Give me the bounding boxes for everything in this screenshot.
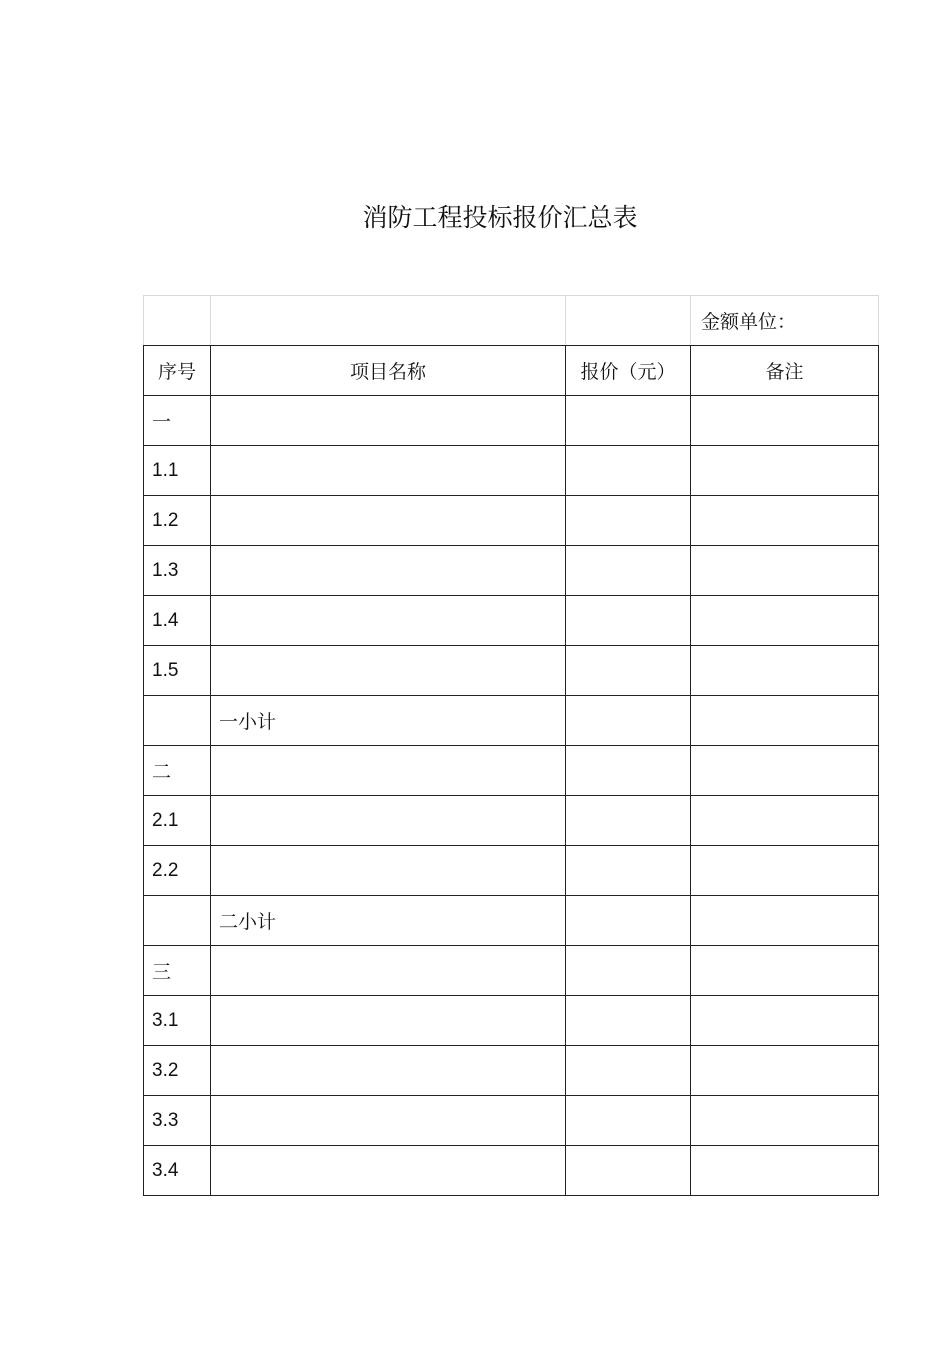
cell-price — [566, 946, 691, 996]
cell-seq — [144, 696, 211, 746]
cell-project-name — [211, 546, 566, 596]
cell-project-name: 一小计 — [211, 696, 566, 746]
cell-project-name — [211, 396, 566, 446]
table-row — [144, 996, 879, 1046]
cell-note — [691, 1146, 879, 1196]
cell-note — [691, 746, 879, 796]
table-row — [144, 1146, 879, 1196]
table-row — [144, 946, 879, 996]
unit-row — [144, 296, 879, 346]
cell-note — [691, 446, 879, 496]
document-title: 消防工程投标报价汇总表 — [362, 203, 638, 232]
table-row — [144, 646, 879, 696]
header-seq: 序号 — [144, 346, 211, 396]
cell-price — [566, 1096, 691, 1146]
cell-project-name — [211, 1096, 566, 1146]
cell-note — [691, 796, 879, 846]
cell-project-name — [211, 1046, 566, 1096]
cell-price — [566, 596, 691, 646]
cell-price — [566, 446, 691, 496]
cell-note — [691, 896, 879, 946]
cell-note — [691, 996, 879, 1046]
cell-seq: 3.3 — [144, 1096, 211, 1146]
cell-note — [691, 1096, 879, 1146]
table-row — [144, 896, 879, 946]
table-row — [144, 1046, 879, 1096]
cell-seq: 2.1 — [144, 796, 211, 846]
quote-summary-table — [143, 295, 879, 1196]
cell-price — [566, 496, 691, 546]
cell-price — [566, 996, 691, 1046]
table-row — [144, 446, 879, 496]
cell-project-name — [211, 796, 566, 846]
cell-price — [566, 646, 691, 696]
cell-seq: 1.3 — [144, 546, 211, 596]
cell-note — [691, 696, 879, 746]
cell-project-name — [211, 596, 566, 646]
cell-seq — [144, 896, 211, 946]
cell-price — [566, 696, 691, 746]
cell-project-name — [211, 646, 566, 696]
cell-project-name: 二小计 — [211, 896, 566, 946]
cell-note — [691, 646, 879, 696]
cell-project-name — [211, 946, 566, 996]
cell-note — [691, 496, 879, 546]
cell-seq: 1.5 — [144, 646, 211, 696]
table-row — [144, 696, 879, 746]
cell-seq: 1.2 — [144, 496, 211, 546]
table-row — [144, 1096, 879, 1146]
cell-price — [566, 846, 691, 896]
table-row — [144, 596, 879, 646]
header-price: 报价（元） — [566, 346, 691, 396]
cell-price — [566, 1146, 691, 1196]
cell-note — [691, 1046, 879, 1096]
unit-row-blank-name — [211, 296, 566, 346]
cell-price — [566, 396, 691, 446]
table-row — [144, 546, 879, 596]
cell-price — [566, 546, 691, 596]
cell-project-name — [211, 446, 566, 496]
cell-seq: 1.1 — [144, 446, 211, 496]
table-row — [144, 396, 879, 446]
cell-seq: 1.4 — [144, 596, 211, 646]
cell-price — [566, 796, 691, 846]
cell-note — [691, 846, 879, 896]
cell-project-name — [211, 496, 566, 546]
cell-seq: 3.1 — [144, 996, 211, 1046]
unit-row-blank-price — [566, 296, 691, 346]
table-header-row — [144, 346, 879, 396]
cell-seq: 3.4 — [144, 1146, 211, 1196]
cell-price — [566, 896, 691, 946]
cell-project-name — [211, 1146, 566, 1196]
table-row — [144, 796, 879, 846]
amount-unit-label: 金额单位： — [691, 296, 879, 346]
cell-seq: 三 — [144, 946, 211, 996]
table-row — [144, 846, 879, 896]
cell-project-name — [211, 996, 566, 1046]
cell-note — [691, 946, 879, 996]
header-note: 备注 — [691, 346, 879, 396]
cell-note — [691, 396, 879, 446]
table-row — [144, 746, 879, 796]
cell-project-name — [211, 746, 566, 796]
table-row — [144, 496, 879, 546]
header-name: 项目名称 — [211, 346, 566, 396]
cell-project-name — [211, 846, 566, 896]
cell-price — [566, 1046, 691, 1096]
unit-row-blank-seq — [144, 296, 211, 346]
cell-note — [691, 546, 879, 596]
cell-price — [566, 746, 691, 796]
cell-seq: 二 — [144, 746, 211, 796]
cell-note — [691, 596, 879, 646]
cell-seq: 3.2 — [144, 1046, 211, 1096]
cell-seq: 2.2 — [144, 846, 211, 896]
cell-seq: 一 — [144, 396, 211, 446]
